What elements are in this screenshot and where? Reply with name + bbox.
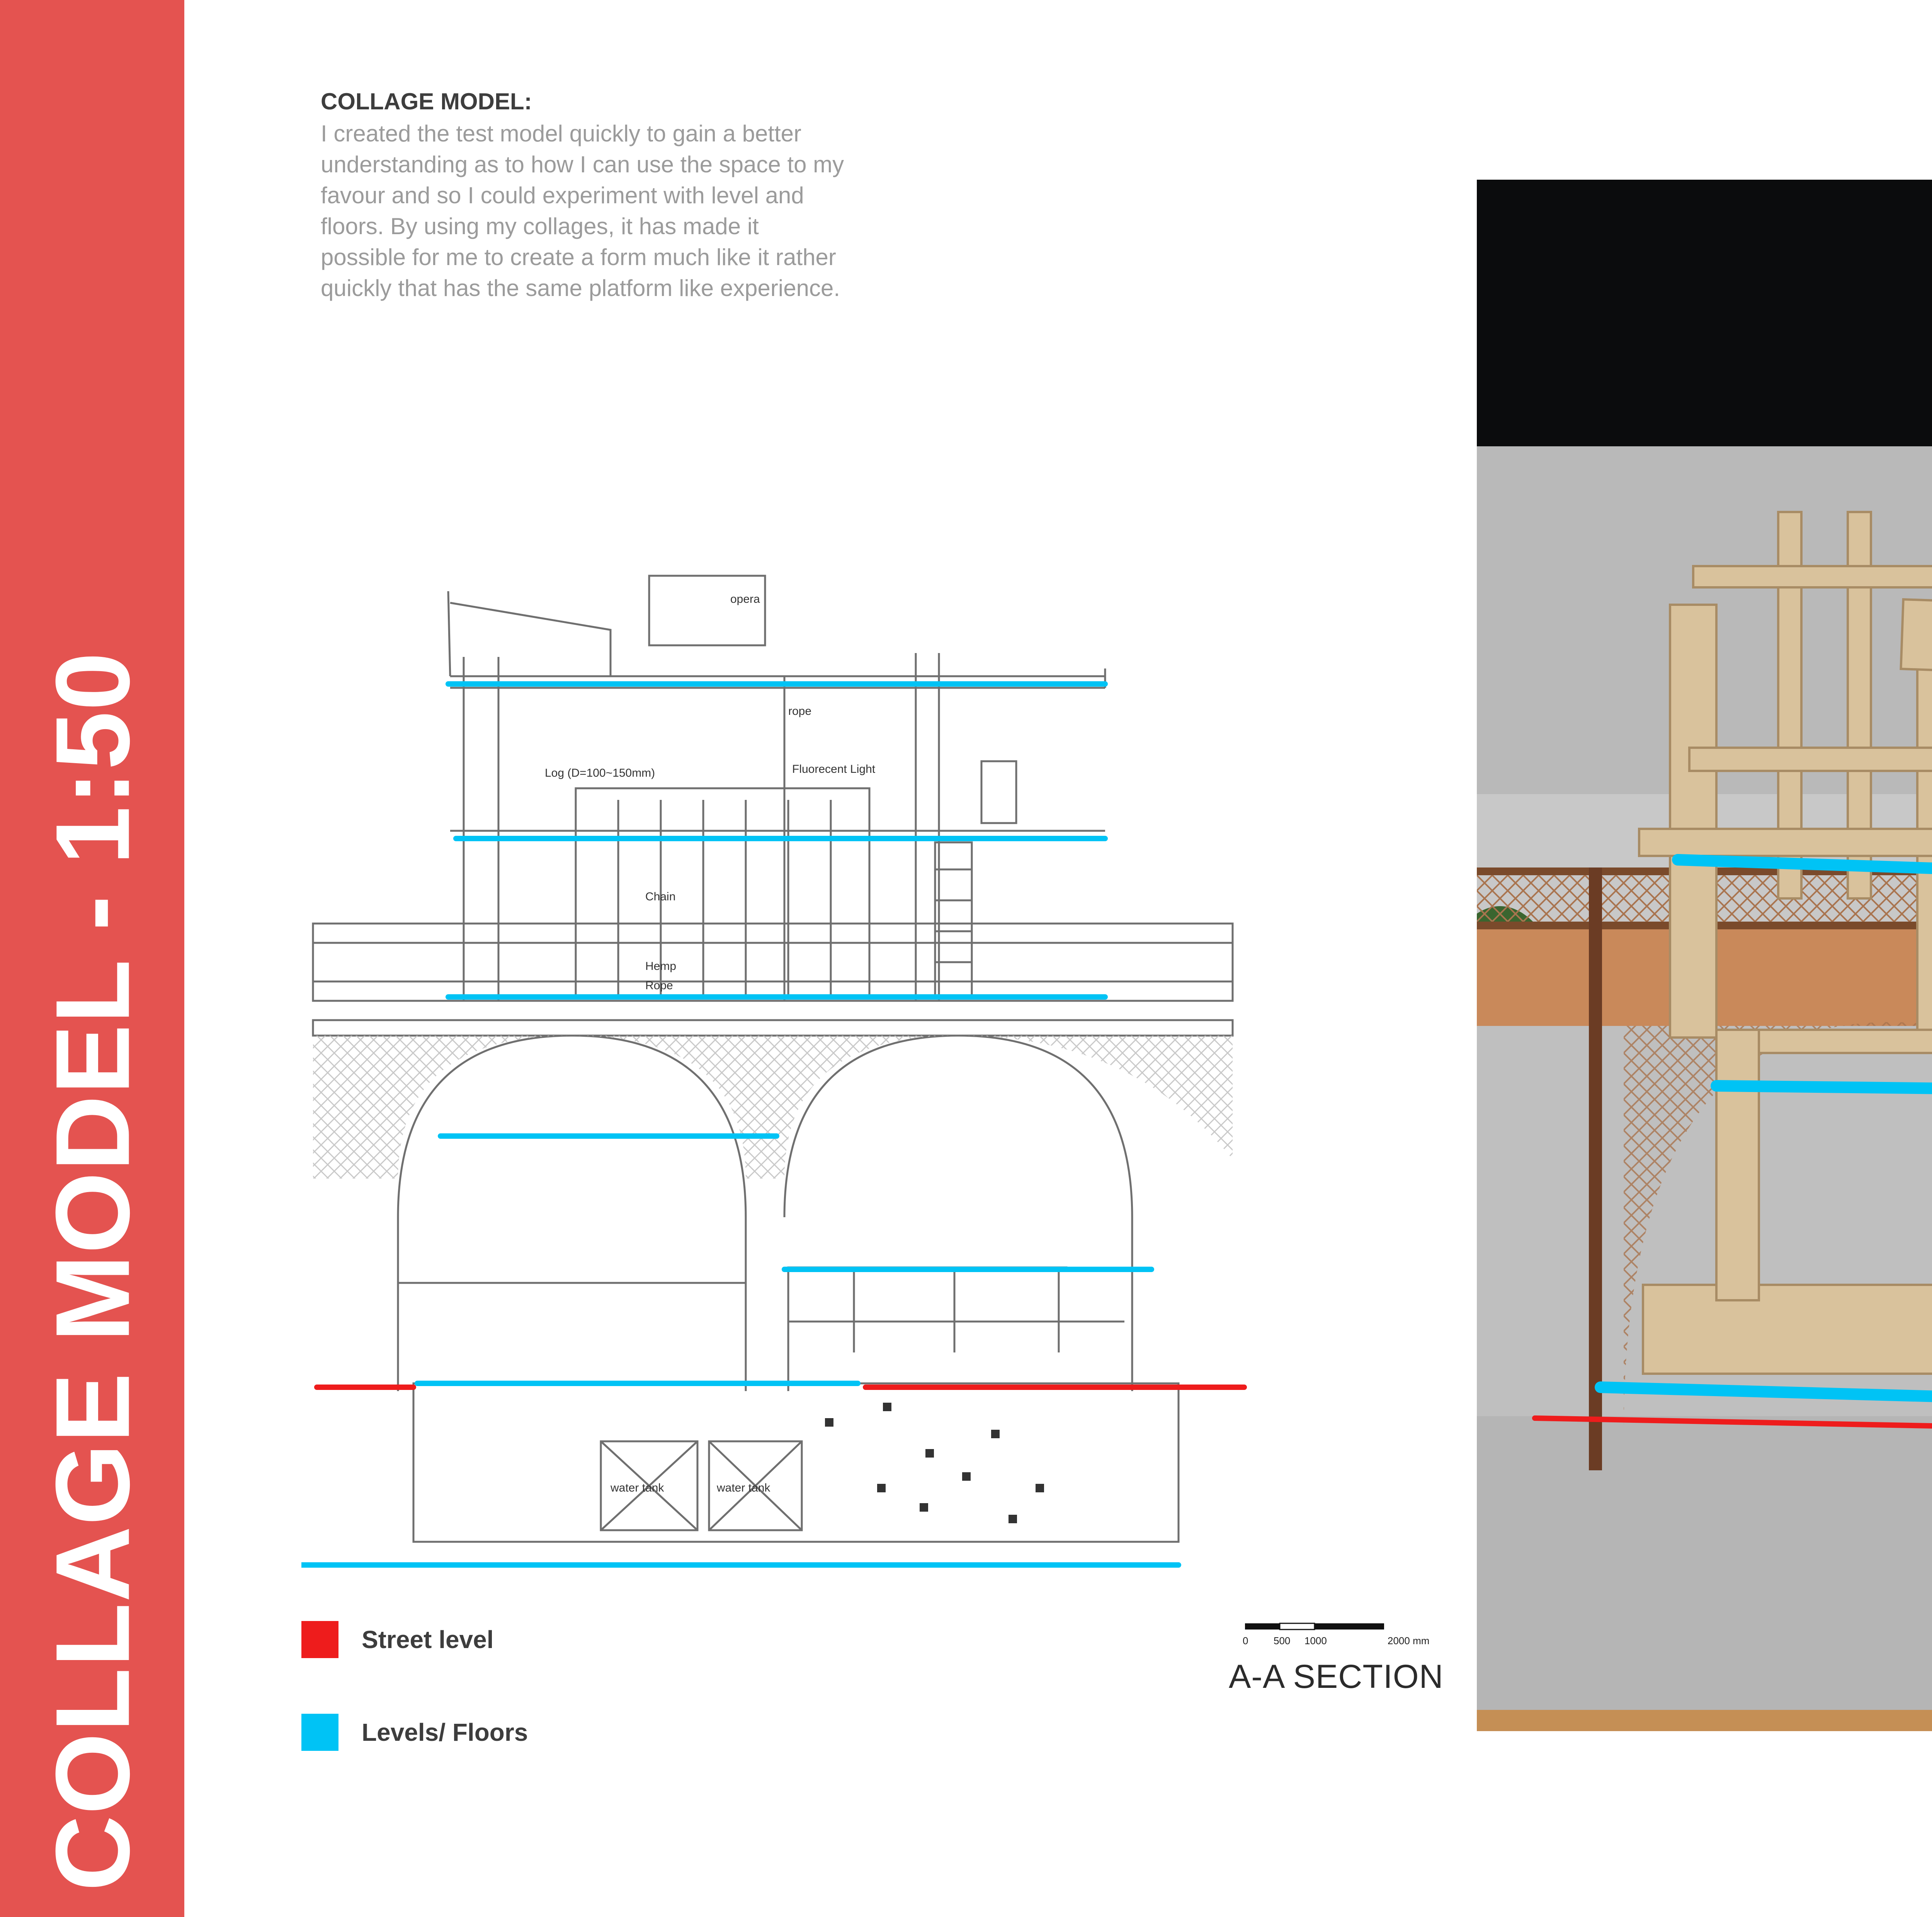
- scale-tick: 2000 mm: [1388, 1635, 1430, 1647]
- legend-label: Street level: [362, 1626, 494, 1653]
- intro-line: floors. By using my collages, it has made it: [321, 213, 759, 239]
- legend-floor-levels: [301, 1714, 528, 1751]
- scale-tick: 0: [1243, 1635, 1248, 1647]
- label-rope: rope: [788, 705, 812, 718]
- legend-label: Levels/ Floors: [362, 1718, 528, 1746]
- section-title: A-A SECTION: [1229, 1658, 1444, 1695]
- label-chain: Chain: [645, 890, 676, 903]
- scale-tick: 1000: [1304, 1635, 1327, 1647]
- legend-swatch-red: [301, 1621, 338, 1658]
- legend-street-level: [301, 1621, 494, 1658]
- intro-heading: COLLAGE MODEL:: [321, 88, 532, 114]
- model-floor-line: [1716, 1086, 1932, 1090]
- intro-line: possible for me to create a form much like it rather: [321, 244, 836, 270]
- intro-line: I created the test model quickly to gain a better: [321, 121, 802, 146]
- label-fluorescent-light: Fluorecent Light: [792, 763, 876, 776]
- intro-line: quickly that has the same platform like experience.: [321, 275, 840, 301]
- intro-line: favour and so I could experiment with level and: [321, 182, 804, 208]
- scale-tick: 500: [1274, 1635, 1291, 1647]
- label-log: Log (D=100~150mm): [545, 767, 655, 779]
- scale-bar: [1243, 1621, 1459, 1656]
- label-opera: opera: [730, 593, 760, 606]
- label-water-tank-1: water tank: [611, 1482, 664, 1494]
- intro-body: [321, 118, 927, 304]
- label-hemp: Hemp: [645, 960, 677, 973]
- label-rope-2: Rope: [645, 979, 673, 992]
- page-title-vertical: COLLAGE MODEL - 1:50: [34, 651, 151, 1891]
- legend-swatch-blue: [301, 1714, 338, 1751]
- intro-line: understanding as to how I can use the space to my: [321, 151, 844, 177]
- model-photo: [1477, 180, 1932, 1731]
- label-water-tank-2: water tank: [717, 1482, 770, 1494]
- section-drawing: [301, 560, 1256, 1588]
